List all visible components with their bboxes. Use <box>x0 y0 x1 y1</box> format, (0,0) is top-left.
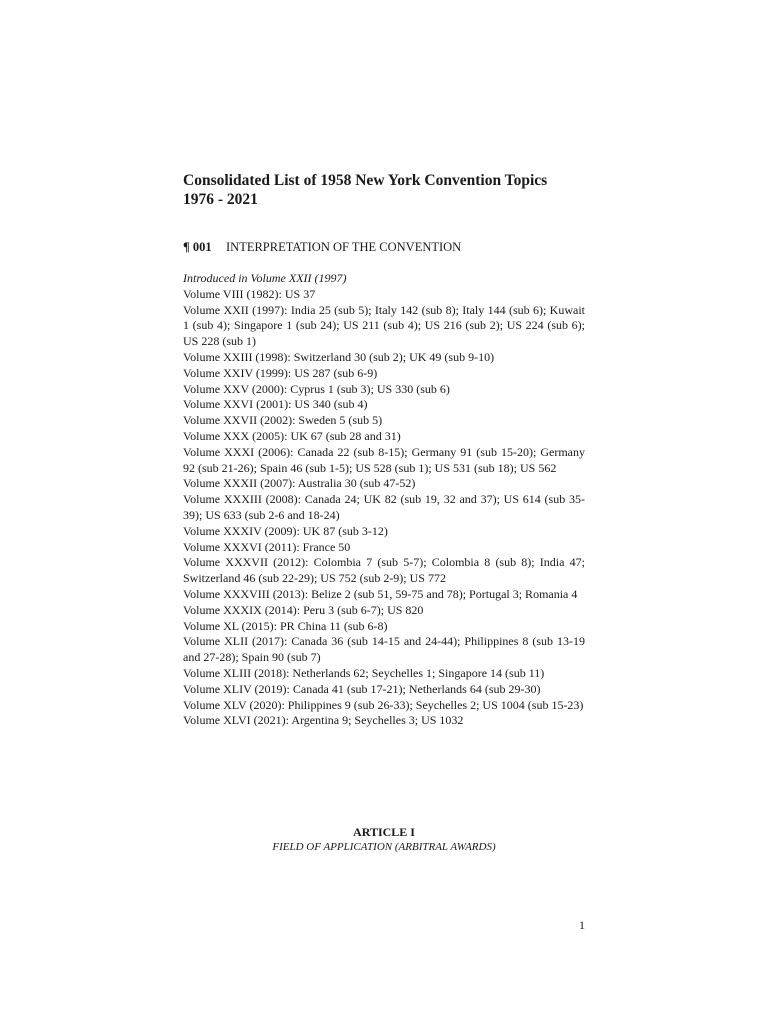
article-title: ARTICLE I <box>353 825 415 839</box>
volume-entry: Volume XLII (2017): Canada 36 (sub 14-15 and 24-44); Philippines 8 (sub 13-19 and 27-28); Spain 90 (sub 7) <box>183 634 585 665</box>
volume-entry: Volume XXXVII (2012): Colombia 7 (sub 5-7); Colombia 8 (sub 8); India 47; Switzerland 46 (sub 22-29); US 752 (sub 2-9); US 772 <box>183 555 585 586</box>
volume-entry: Volume VIII (1982): US 37 <box>183 286 316 301</box>
volume-entry: Volume XL (2015): PR China 11 (sub 6-8) <box>183 618 388 633</box>
volume-entry: Volume XXV (2000): Cyprus 1 (sub 3); US 330 (sub 6) <box>183 381 450 396</box>
volume-entry: Volume XXXVIII (2013): Belize 2 (sub 51, 59-75 and 78); Portugal 3; Romania 4 <box>183 586 578 601</box>
entries-block <box>183 271 585 729</box>
volume-entry: Volume XXVI (2001): US 340 (sub 4) <box>183 397 368 412</box>
volume-entry: Volume XXVII (2002): Sweden 5 (sub 5) <box>183 413 383 428</box>
document-title-line-1: Consolidated List of 1958 New York Convention Topics <box>183 172 548 189</box>
volume-entry: Volume XXIV (1999): US 287 (sub 6-9) <box>183 365 378 380</box>
section-heading <box>183 239 461 255</box>
document-title-line-2: 1976 - 2021 <box>183 191 258 208</box>
article-heading <box>183 825 585 855</box>
section-number: ¶ 001 <box>183 240 212 254</box>
volume-entry: Volume XLIII (2018): Netherlands 62; Seychelles 1; Singapore 14 (sub 11) <box>183 665 545 680</box>
volume-entry: Volume XXXIII (2008): Canada 24; UK 82 (sub 19, 32 and 37); US 614 (sub 35-39); US 633 (sub 2-6 and 18-24) <box>183 492 585 522</box>
volume-entry: Volume XXII (1997): India 25 (sub 5); Italy 142 (sub 8); Italy 144 (sub 6); Kuwait 1 (sub 4); Singapore 1 (sub 24); US 211 (sub 4); US 216 (sub 2); US 224 (sub 6); US 228 (sub 1) <box>183 302 585 349</box>
volume-entry: Volume XXX (2005): UK 67 (sub 28 and 31) <box>183 428 401 443</box>
volume-entry: Volume XXXIV (2009): UK 87 (sub 3-12) <box>183 523 388 538</box>
volume-entry: Volume XLIV (2019): Canada 41 (sub 17-21); Netherlands 64 (sub 29-30) <box>183 681 541 696</box>
volume-entry: Volume XLVI (2021): Argentina 9; Seychelles 3; US 1032 <box>183 713 464 728</box>
volume-entry: Volume XXXII (2007): Australia 30 (sub 47-52) <box>183 476 416 491</box>
article-subtitle: FIELD OF APPLICATION (ARBITRAL AWARDS) <box>272 841 496 853</box>
section-title: INTERPRETATION OF THE CONVENTION <box>226 240 462 254</box>
volume-entry: Volume XLV (2020): Philippines 9 (sub 26-33); Seychelles 2; US 1004 (sub 15-23) <box>183 697 584 712</box>
page-number: 1 <box>579 918 585 932</box>
volume-entry: Volume XXXVI (2011): France 50 <box>183 539 351 554</box>
document-title <box>183 171 593 209</box>
volume-entry: Volume XXXIX (2014): Peru 3 (sub 6-7); US 820 <box>183 602 424 617</box>
volume-entry: Volume XXXI (2006): Canada 22 (sub 8-15); Germany 91 (sub 15-20); Germany 92 (sub 21-26); Spain 46 (sub 1-5); US 528 (sub 1); US 531 (sub 18); US 562 <box>183 444 585 475</box>
volume-entry: Volume XXIII (1998): Switzerland 30 (sub 2); UK 49 (sub 9-10) <box>183 349 495 364</box>
introduced-note: Introduced in Volume XXII (1997) <box>183 271 347 285</box>
